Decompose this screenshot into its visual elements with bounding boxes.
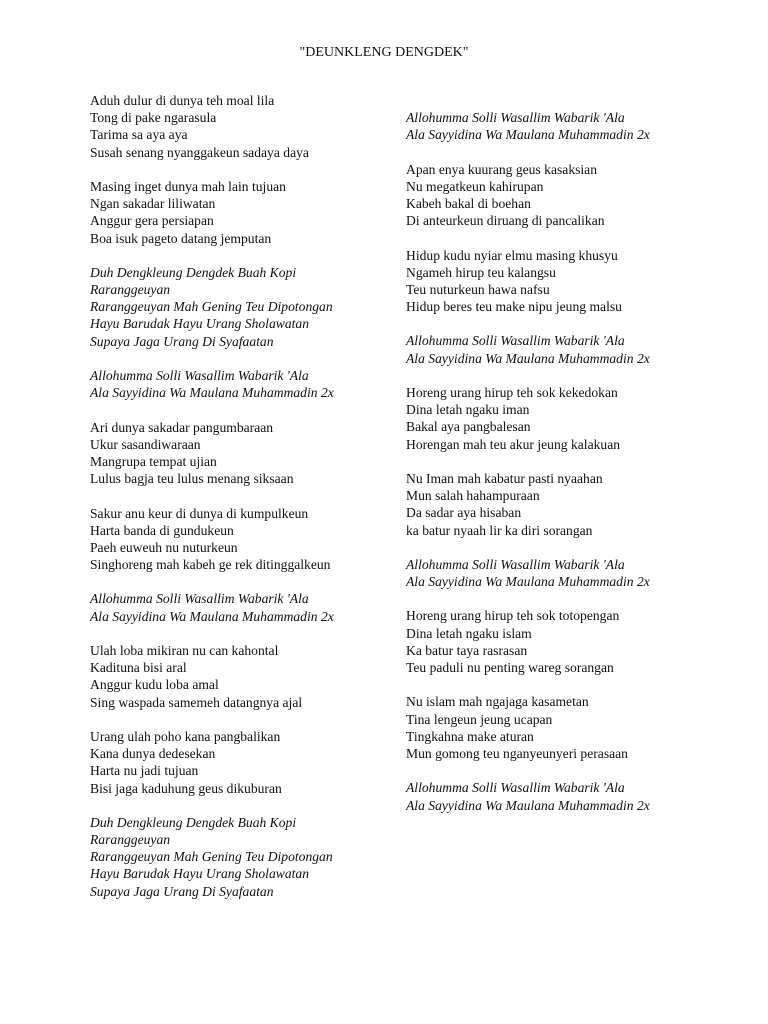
lyric-line: Raranggeuyan <box>90 282 171 298</box>
lyric-line: Harta banda di gundukeun <box>90 522 234 538</box>
lyric-line: Ari dunya sakadar pangumbaraan <box>90 419 274 435</box>
chorus-stanza <box>406 109 726 143</box>
lyric-line: Duh Dengkleung Dengdek Buah Kopi <box>90 264 297 280</box>
page-title: "DEUNKLENG DENGDEK" <box>299 45 469 60</box>
lyric-line: Masing inget dunya mah lain tujuan <box>90 178 286 194</box>
lyric-line: Tingkahna make aturan <box>406 728 534 744</box>
lyric-line: Apan enya kuurang geus kasaksian <box>406 161 598 177</box>
lyric-line: Nu megatkeun kahirupan <box>406 178 544 194</box>
verse-stanza <box>406 693 726 762</box>
lyric-line: Hidup kudu nyiar elmu masing khusyu <box>406 247 618 263</box>
lyric-line: Allohumma Solli Wasallim Wabarik 'Ala <box>90 368 309 383</box>
lyric-line: Urang ulah poho kana pangbalikan <box>90 728 281 744</box>
lyric-line: Allohumma Solli Wasallim Wabarik 'Ala <box>406 556 625 572</box>
lyric-line: Allohumma Solli Wasallim Wabarik 'Ala <box>406 333 625 349</box>
lyric-line: Di anteurkeun diruang di pancalikan <box>406 213 605 229</box>
lyric-line: Allohumma Solli Wasallim Wabarik 'Ala <box>90 591 309 607</box>
lyric-line: Mun salah hahampuraan <box>406 488 540 504</box>
lyric-line: Aduh dulur di dunya teh moal lila <box>90 93 275 108</box>
lyric-line: Teu paduli nu penting wareg sorangan <box>406 660 614 675</box>
lyric-line: Ukur sasandiwaraan <box>90 436 201 452</box>
left-column <box>90 92 390 917</box>
lyric-line: Nu Iman mah kabatur pasti nyaahan <box>406 470 603 486</box>
chorus-stanza <box>406 556 726 590</box>
lyric-line: Ulah loba mikiran nu can kahontal <box>90 643 279 658</box>
lyric-line: Da sadar aya hisaban <box>406 505 522 521</box>
lyric-line: ka batur nyaah lir ka diri sorangan <box>406 522 593 538</box>
verse-stanza <box>406 161 726 230</box>
lyric-line: Tong di pake ngarasula <box>90 110 217 126</box>
lyric-line: Bisi jaga kaduhung geus dikuburan <box>90 780 282 796</box>
verse-stanza <box>406 607 726 676</box>
lyric-line: Ka batur taya rasrasan <box>406 642 528 658</box>
lyric-line: Ala Sayyidina Wa Maulana Muhammadin 2x <box>406 350 650 366</box>
lyric-line: Bakal aya pangbalesan <box>406 419 531 435</box>
lyric-line: Sakur anu keur di dunya di kumpulkeun <box>90 505 309 521</box>
lyric-line: Boa isuk pageto datang jemputan <box>90 230 272 246</box>
lyric-line: Tarima sa aya aya <box>90 127 188 143</box>
lyric-line: Ala Sayyidina Wa Maulana Muhammadin 2x <box>90 385 334 401</box>
lyric-line: Supaya Jaga Urang Di Syafaatan <box>90 883 274 899</box>
lyric-line: Duh Dengkleung Dengdek Buah Kopi <box>90 814 297 830</box>
lyric-line: Hayu Barudak Hayu Urang Sholawatan <box>90 866 309 882</box>
lyric-line: Nu islam mah ngajaga kasametan <box>406 694 589 710</box>
lyric-line: Dina letah ngaku iman <box>406 402 530 418</box>
lyric-line: Sing waspada samemeh datangnya ajal <box>90 694 303 710</box>
chorus-stanza <box>90 264 390 350</box>
right-column <box>406 109 726 831</box>
lyric-line: Horengan mah teu akur jeung kalakuan <box>406 436 621 452</box>
lyric-line: Kabeh bakal di boehan <box>406 195 531 211</box>
lyric-line: Ngameh hirup teu kalangsu <box>406 264 556 280</box>
lyric-line: Hidup beres teu make nipu jeung malsu <box>406 299 622 315</box>
lyric-line: Ala Sayyidina Wa Maulana Muhammadin 2x <box>406 797 650 813</box>
lyric-line: Susah senang nyanggakeun sadaya daya <box>90 144 309 160</box>
lyric-line: Ala Sayyidina Wa Maulana Muhammadin 2x <box>406 574 650 590</box>
lyric-line: Teu nuturkeun hawa nafsu <box>406 281 550 297</box>
chorus-stanza <box>406 779 726 813</box>
lyric-line: Allohumma Solli Wasallim Wabarik 'Ala <box>406 110 625 125</box>
lyric-line: Dina letah ngaku islam <box>406 625 532 641</box>
lyric-line: Ngan sakadar liliwatan <box>90 196 216 212</box>
lyric-line: Horeng urang hirup teh sok totopengan <box>406 608 620 624</box>
lyric-line: Hayu Barudak Hayu Urang Sholawatan <box>90 316 309 332</box>
lyric-line: Anggur kudu loba amal <box>90 677 219 693</box>
lyric-line: Allohumma Solli Wasallim Wabarik 'Ala <box>406 780 625 796</box>
verse-stanza <box>406 470 726 539</box>
lyric-line: Raranggeuyan <box>90 832 171 848</box>
verse-stanza <box>90 642 390 711</box>
lyric-line: Mun gomong teu nganyeunyeri perasaan <box>406 745 628 761</box>
verse-stanza <box>90 728 390 797</box>
lyric-line: Harta nu jadi tujuan <box>90 763 199 779</box>
verse-stanza <box>90 419 390 488</box>
lyric-line: Lulus bagja teu lulus menang siksaan <box>90 471 294 487</box>
chorus-stanza <box>406 332 726 366</box>
lyric-line: Kadituna bisi aral <box>90 660 187 676</box>
chorus-stanza <box>90 814 390 900</box>
verse-stanza <box>90 505 390 574</box>
verse-stanza <box>90 178 390 247</box>
lyric-line: Raranggeuyan Mah Gening Teu Dipotongan <box>90 849 333 865</box>
chorus-stanza <box>90 590 390 624</box>
lyric-line: Mangrupa tempat ujian <box>90 453 217 469</box>
lyric-line: Anggur gera persiapan <box>90 213 214 229</box>
lyric-line: Tina lengeun jeung ucapan <box>406 711 553 727</box>
lyric-line: Horeng urang hirup teh sok kekedokan <box>406 385 618 400</box>
verse-stanza <box>406 247 726 316</box>
lyric-line: Kana dunya dedesekan <box>90 746 216 762</box>
lyric-line: Supaya Jaga Urang Di Syafaatan <box>90 333 274 349</box>
chorus-stanza <box>90 367 390 401</box>
verse-stanza <box>90 92 390 161</box>
lyric-line: Ala Sayyidina Wa Maulana Muhammadin 2x <box>406 127 650 143</box>
lyric-line: Raranggeuyan Mah Gening Teu Dipotongan <box>90 299 333 315</box>
lyric-line: Ala Sayyidina Wa Maulana Muhammadin 2x <box>90 608 334 624</box>
lyric-line: Paeh euweuh nu nuturkeun <box>90 539 238 555</box>
lyric-line: Singhoreng mah kabeh ge rek ditinggalkeun <box>90 557 331 573</box>
verse-stanza <box>406 384 726 453</box>
